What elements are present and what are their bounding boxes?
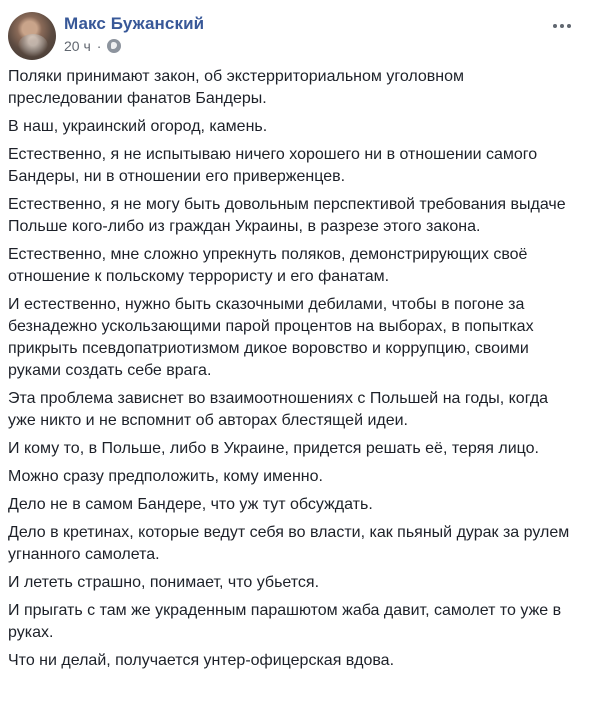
post-paragraph: Естественно, мне сложно упрекнуть поляков, демонстрирующих своё отношение к польскому террористу и его фанатам. [8, 246, 528, 285]
globe-icon[interactable] [107, 39, 121, 53]
post-body [8, 66, 580, 678]
post-meta [64, 38, 121, 54]
post-timestamp[interactable]: 20 ч [64, 38, 91, 54]
post-paragraph: В наш, украинский огород, камень. [8, 118, 268, 135]
post-paragraph: Эта проблема зависнет во взаимоотношениях с Польшей на годы, когда уже никто и не вспомнит об авторах блестящей идеи. [8, 390, 549, 429]
author-name-link[interactable]: Макс Бужанский [64, 14, 205, 33]
post-paragraph: И кому то, в Польше, либо в Украине, придется решать её, теряя лицо. [8, 440, 539, 457]
post-paragraph: И прыгать с там же украденным парашютом жаба давит, самолет то уже в руках. [8, 602, 562, 641]
post-paragraph: И естественно, нужно быть сказочными дебилами, чтобы в погоне за безнадежно ускользающими парой процентов на выборах, в попытках прикрыть псевдопатриотизмом дикое воровство и коррупцию, своими руками создать себе врага. [8, 296, 534, 379]
post-paragraph: Естественно, я не испытываю ничего хорошего ни в отношении самого Бандеры, ни в отношении его приверженцев. [8, 146, 538, 185]
post-paragraph: Поляки принимают закон, об экстерриториальном уголовном преследовании фанатов Бандеры. [8, 68, 465, 107]
post-paragraph: Что ни делай, получается унтер-офицерская вдова. [8, 652, 395, 669]
author-avatar[interactable] [8, 12, 56, 60]
post-paragraph: Можно сразу предположить, кому именно. [8, 468, 323, 485]
post-paragraph: Дело не в самом Бандере, что уж тут обсуждать. [8, 496, 373, 513]
post-paragraph: Дело в кретинах, которые ведут себя во власти, как пьяный дурак за рулем угнанного самолета. [8, 524, 570, 563]
post-paragraph: Естественно, я не могу быть довольным перспективой требования выдаче Польше кого-либо из граждан Украины, в разрезе этого закона. [8, 196, 566, 235]
bullet-separator: · [96, 38, 102, 54]
post-paragraph: И лететь страшно, понимает, что убьется. [8, 574, 320, 591]
more-options-icon[interactable] [550, 16, 574, 36]
post-header [8, 6, 582, 62]
